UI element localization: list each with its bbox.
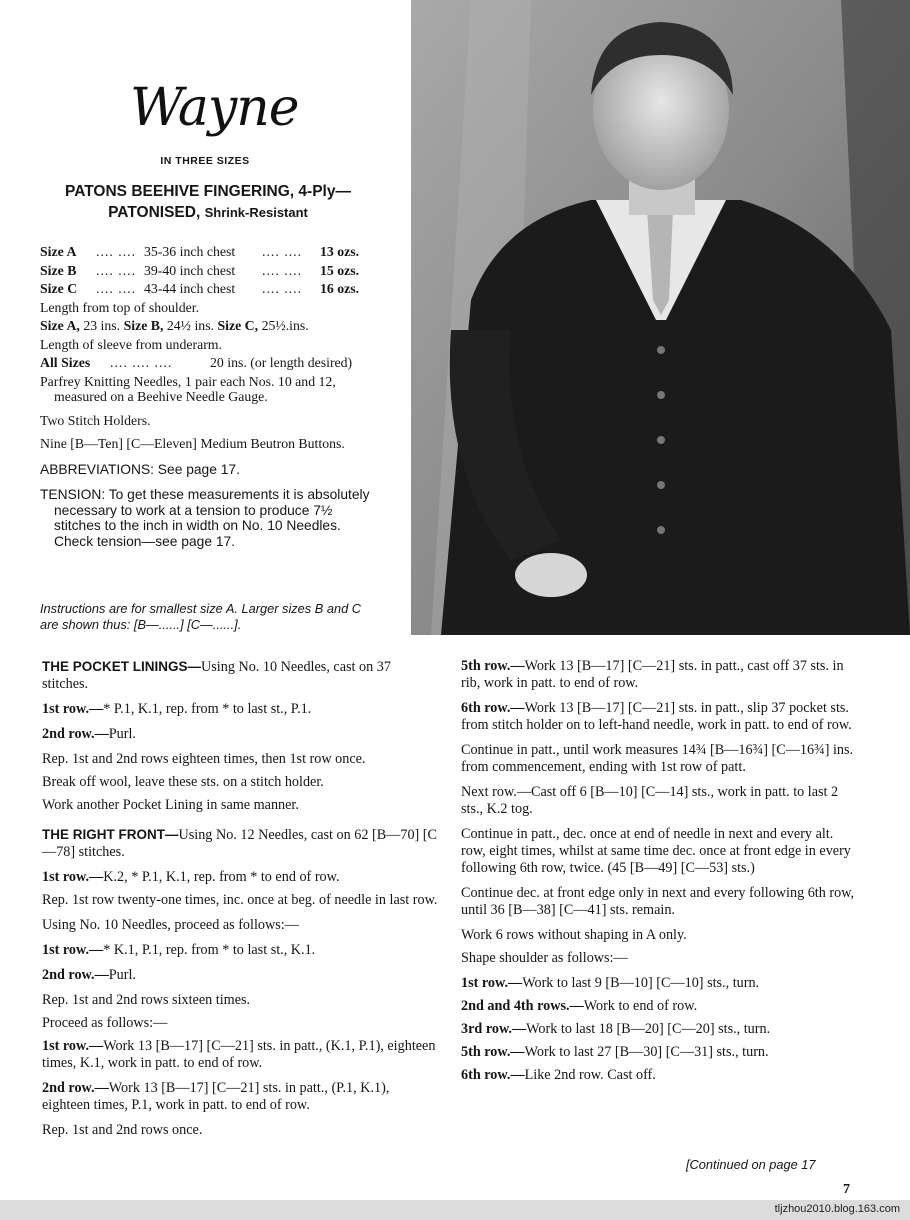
instruction-text: * P.1, K.1, rep. from * to last st., P.1. [103,701,312,717]
all-sizes-label: All Sizes [40,355,91,370]
length-b-value: 24½ ins. [166,318,215,333]
watermark-bar [0,1200,910,1220]
instruction-paragraph [42,826,440,861]
instruction-text: Using No. 10 Needles, proceed as follows:— [42,917,299,933]
size-chest: 35-36 inch chest [144,244,236,259]
instruction-heading: 1st row.— [42,869,104,885]
instruction-paragraph [42,992,440,1009]
instruction-heading: THE RIGHT FRONT— [42,827,179,842]
instruction-text: Rep. 1st and 2nd rows eighteen times, then 1st row once. [42,751,366,767]
instruction-text: Work 13 [B—17] [C—21] sts. in patt., slip 37 pocket sts. from stitch holder on to left-hand needle, work in patt. to end of row. [461,700,852,733]
size-chest: 39-40 inch chest [144,262,236,278]
length-a-label: Size A, [40,318,80,333]
instruction-paragraph [461,927,856,944]
instruction-heading: 1st row.— [42,942,104,958]
left-instructions [42,658,440,1147]
instruction-heading: 2nd row.— [42,726,109,742]
all-sizes-dots: .... .... .... [110,355,173,370]
size-dots: .... .... [96,244,137,259]
instruction-paragraph [461,658,856,692]
instruction-heading: 6th row.— [461,700,525,716]
instruction-text: Like 2nd row. Cast off. [524,1067,656,1083]
size-row-b [40,263,376,279]
instruction-heading: 5th row.— [461,658,525,674]
instruction-paragraph [461,784,856,818]
buttons-text: Nine [B—Ten] [C—Eleven] Medium Beutron Buttons. [40,436,345,451]
instruction-text: Work 6 rows without shaping in A only. [461,927,687,943]
photo-illustration [411,0,910,635]
instruction-text: Break off wool, leave these sts. on a stitch holder. [42,774,324,790]
size-label: Size C [40,281,78,296]
size-ozs: 16 ozs. [320,281,360,296]
length-c-value: 25½.ins. [261,318,309,333]
instruction-text: Work to last 18 [B—20] [C—20] sts., turn. [526,1021,771,1037]
instruction-paragraph [461,950,856,967]
instruction-heading: 3rd row.— [461,1021,527,1037]
instruction-paragraph [461,975,856,992]
yarn-name: PATONS BEEHIVE FINGERING, 4-Ply— [65,183,351,200]
instruction-text: Rep. 1st and 2nd rows once. [42,1122,203,1138]
man-in-cardigan-photo [411,0,910,635]
instruction-heading: 1st row.— [42,1038,104,1054]
instruction-text: Rep. 1st row twenty-one times, inc. once at beg. of needle in last row. [42,892,438,908]
instruction-text: Work 13 [B—17] [C—21] sts. in patt., (K.1, P.1), eighteen times, K.1, work in patt. to end of row. [42,1038,436,1071]
instruction-paragraph [42,1038,440,1072]
instruction-paragraph [461,998,856,1015]
instruction-paragraph [42,1015,440,1032]
pattern-title: Wayne [130,78,299,138]
instruction-text: Work another Pocket Lining in same manner. [42,797,299,813]
instruction-paragraph [461,1044,856,1061]
length-c-label: Size C, [217,318,259,333]
abbreviations-text: ABBREVIATIONS: See page 17. [40,461,240,477]
instruction-paragraph [42,967,440,984]
size-dots: .... .... [262,281,303,296]
instruction-paragraph [42,726,440,743]
page-number: 7 [843,1182,850,1197]
needles-text: Parfrey Knitting Needles, 1 pair each Nos. 10 and 12, measured on a Beehive Needle Gauge. [40,373,336,404]
instruction-text: Continue dec. at front edge only in next and every following 6th row, until 36 [B—38] [C—41] sts. remain. [461,885,855,918]
instruction-paragraph [42,869,440,886]
instruction-heading: 6th row.— [461,1067,525,1083]
instruction-text: Shape shoulder as follows:— [461,950,628,966]
instruction-text: Rep. 1st and 2nd rows sixteen times. [42,992,251,1008]
instruction-paragraph [42,892,440,909]
length-label: Length from top of shoulder. [40,299,200,315]
instruction-paragraph [461,826,856,877]
all-sizes-value: 20 ins. (or length desired) [210,355,353,370]
instruction-text: * K.1, P.1, rep. from * to last st., K.1. [103,942,316,958]
size-chest: 43-44 inch chest [144,281,236,296]
instructions-note: Instructions are for smallest size A. Larger sizes B and C are shown thus: [B—......] [C—......]. [40,601,361,632]
instruction-paragraph [42,1122,440,1139]
yarn-line-1 [0,183,416,201]
watermark-text: tljzhou2010.blog.163.com [774,1203,900,1215]
size-label: Size B [40,262,77,278]
instruction-heading: 1st row.— [461,975,523,991]
instruction-text: Work 13 [B—17] [C—21] sts. in patt., cast off 37 sts. in rib, work in patt. to end of row. [461,658,844,691]
right-instructions [461,658,856,1090]
instruction-text: Work to last 27 [B—30] [C—31] sts., turn. [524,1044,769,1060]
instruction-paragraph [42,658,440,693]
instruction-heading: 5th row.— [461,1044,525,1060]
yarn-patonised: PATONISED, [108,204,201,221]
tension-text: TENSION: To get these measurements it is absolutely necessary to work at a tension to produce 7½ stitches to the inch in width on No. 10 Needles. Check tension—see page 17. [40,487,370,549]
instruction-paragraph [461,885,856,919]
instruction-paragraph [461,1021,856,1038]
all-sizes-row [40,355,376,371]
size-dots: .... .... [262,262,303,278]
instruction-paragraph [42,797,440,814]
instruction-paragraph [461,742,856,776]
instruction-text: Work to last 9 [B—10] [C—10] sts., turn. [522,975,760,991]
size-dots: .... .... [96,281,137,296]
instruction-paragraph [42,1080,440,1114]
instruction-text: Using No. 10 Needles, cast on 37 stitches. [42,659,391,692]
continued-note: [Continued on page 17 [686,1157,816,1172]
instruction-text: Work to end of row. [583,998,698,1014]
instruction-text: Next row.—Cast off 6 [B—10] [C—14] sts., work in patt. to last 2 sts., K.2 tog. [461,784,839,817]
instruction-paragraph [42,774,440,791]
size-label: Size A [40,244,77,259]
instruction-text: Continue in patt., until work measures 14¾ [B—16¾] [C—16¾] ins. from commencement, ending with 1st row of patt. [461,742,854,775]
instruction-heading: 2nd row.— [42,1080,109,1096]
instruction-paragraph [42,942,440,959]
instruction-heading: 2nd row.— [42,967,109,983]
instruction-text: K.2, * P.1, K.1, rep. from * to end of row. [103,869,340,885]
length-a-value: 23 ins. [83,318,121,333]
length-b-label: Size B, [123,318,164,333]
instruction-paragraph [42,751,440,768]
instruction-heading: 2nd and 4th rows.— [461,998,584,1014]
instruction-text: Continue in patt., dec. once at end of needle in next and every alt. row, eight times, whilst at same time dec. once at front edge in every following 6th row, twice. (45 [B—49] [C—53] sts.) [461,826,851,876]
instruction-paragraph [42,701,440,718]
size-row-c [40,281,376,297]
instruction-heading: THE POCKET LININGS— [42,659,202,674]
instruction-paragraph [461,700,856,734]
instruction-heading: 1st row.— [42,701,104,717]
instruction-paragraph [461,1067,856,1084]
size-dots: .... .... [262,244,303,259]
instruction-paragraph [42,917,440,934]
instruction-text: Using No. 12 Needles, cast on 62 [B—70] [C—78] stitches. [42,827,437,860]
instruction-text: Purl. [108,726,136,742]
size-ozs: 13 ozs. [320,244,360,259]
size-ozs: 15 ozs. [320,262,360,278]
instruction-text: Proceed as follows:— [42,1015,168,1031]
length-values [40,318,376,334]
sleeve-label: Length of sleeve from underarm. [40,336,222,352]
yarn-shrink-resistant: Shrink-Resistant [204,205,308,220]
instruction-text: Purl. [108,967,136,983]
size-dots: .... .... [96,262,137,278]
pattern-subtitle: IN THREE SIZES [160,155,250,167]
size-row-a [40,244,376,260]
size-table [40,244,376,549]
yarn-line-2 [0,204,416,222]
holders-text: Two Stitch Holders. [40,412,151,428]
instruction-text: Work 13 [B—17] [C—21] sts. in patt., (P.1, K.1), eighteen times, P.1, work in patt. to end of row. [42,1080,390,1113]
